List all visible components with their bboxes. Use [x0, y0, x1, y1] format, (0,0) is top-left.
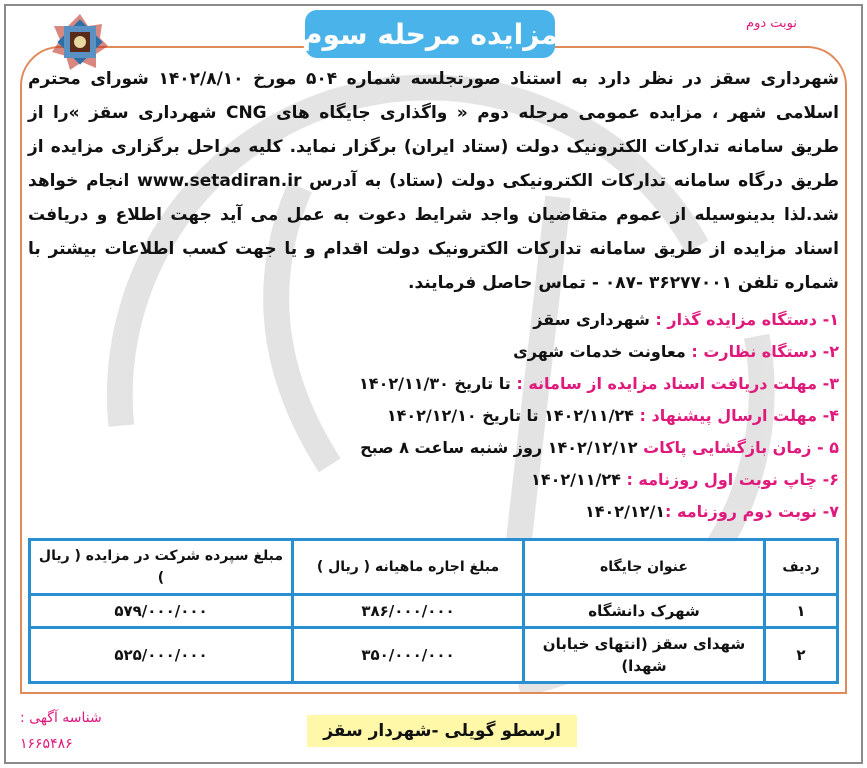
- ad-id-label: شناسه آگهی :: [20, 710, 102, 726]
- ad-id-block: [20, 708, 102, 754]
- header-deposit: مبلغ سپرده شرکت در مزایده ( ریال ): [30, 540, 293, 595]
- table-header-row: [30, 540, 838, 595]
- municipality-logo: [50, 12, 110, 72]
- detail-value: شهرداری سقز: [533, 310, 656, 329]
- detail-value: ۱۴۰۲/۱۲/۱۲ روز شنبه ساعت ۸ صبح: [360, 438, 644, 457]
- cell-monthly-rent: ۳۵۰/۰۰۰/۰۰۰: [293, 628, 524, 683]
- detail-item: [28, 496, 839, 528]
- detail-item: [28, 368, 839, 400]
- detail-label: ۲- دستگاه نظارت :: [691, 342, 839, 361]
- cell-station-title: شهرک دانشگاه: [524, 595, 765, 628]
- ad-body: [28, 62, 839, 300]
- detail-item: [28, 432, 839, 464]
- detail-label: ۳- مهلت دریافت اسناد مزایده از سامانه :: [516, 374, 839, 393]
- body-line: واجد شرایط دعوت به عمل می آید جهت اطلاع و دریافت اسناد مزایده از طریق سامانه تدارکات الکترونیک: [28, 205, 839, 259]
- cell-row-number: ۲: [765, 628, 838, 683]
- detail-value: معاونت خدمات شهری: [513, 342, 692, 361]
- detail-value: ۱۴۰۲/۱۲/۱: [585, 502, 666, 521]
- publication-round: نوبت دوم: [746, 16, 797, 31]
- signature-box: ارسطو گویلی -شهردار سقز: [307, 715, 577, 747]
- detail-item: [28, 464, 839, 496]
- detail-label: ۱- دستگاه مزایده گذار :: [655, 310, 839, 329]
- body-line: دولت اقدام و یا جهت کسب اطلاعات بیشتر با شماره تلفن ۳۶۲۷۷۰۰۱ -۰۸۷ - تماس حاصل فرمایند.: [28, 239, 839, 293]
- stations-table: [28, 538, 839, 684]
- detail-value: ۱۴۰۲/۱۱/۲۴ تا تاریخ ۱۴۰۲/۱۲/۱۰: [386, 406, 640, 425]
- auction-details: [28, 304, 839, 528]
- detail-item: [28, 336, 839, 368]
- table-row: [30, 628, 838, 683]
- body-line: الکترونیکی دولت (ستاد) به آدرس www.setadiran.ir انجام خواهد شد.لذا بدینوسیله از عموم متقاضیان: [28, 171, 839, 225]
- ad-id: ۱۶۶۵۴۸۶: [20, 736, 73, 752]
- ad-frame: [4, 4, 863, 764]
- detail-label: ۶- چاپ نوبت اول روزنامه :: [626, 470, 839, 489]
- cell-deposit: ۵۲۵/۰۰۰/۰۰۰: [30, 628, 293, 683]
- detail-label: ۷- نوبت دوم روزنامه :: [665, 502, 839, 521]
- detail-value: ۱۴۰۲/۱۱/۲۴: [531, 470, 627, 489]
- cell-monthly-rent: ۳۸۶/۰۰۰/۰۰۰: [293, 595, 524, 628]
- detail-value: تا تاریخ ۱۴۰۲/۱۱/۳۰: [359, 374, 517, 393]
- body-line: الکترونیک دولت (ستاد ایران) برگزار نماید. کلیه مراحل برگزاری مزایده از طریق درگاه سامانه تدارکات: [28, 137, 839, 191]
- detail-label: ۴- مهلت ارسال پیشنهاد :: [639, 406, 839, 425]
- ad-footer: [20, 708, 847, 754]
- body-line: شهرداری سقز در نظر دارد به استناد صورتجلسه شماره ۵۰۴ مورخ ۱۴۰۲/۸/۱۰ شورای محترم اسلامی: [28, 69, 839, 123]
- cell-row-number: ۱: [765, 595, 838, 628]
- detail-item: [28, 304, 839, 336]
- detail-item: [28, 400, 839, 432]
- header-monthly-rent: مبلغ اجاره ماهیانه ( ریال ): [293, 540, 524, 595]
- ad-title: مزایده مرحله سوم: [305, 10, 555, 58]
- header-row-number: ردیف: [765, 540, 838, 595]
- cell-station-title: شهدای سقز (انتهای خیابان شهدا): [524, 628, 765, 683]
- table-row: [30, 595, 838, 628]
- ad-inner-border: [20, 46, 847, 694]
- cell-deposit: ۵۷۹/۰۰۰/۰۰۰: [30, 595, 293, 628]
- header-station-title: عنوان جایگاه: [524, 540, 765, 595]
- detail-label: ۵ - زمان بازگشایی پاکات: [643, 438, 839, 457]
- body-line: شهر ، مزایده عمومی مرحله دوم « واگذاری جایگاه های CNG شهرداری سقز »را از طریق سامانه تدارکات: [28, 103, 839, 157]
